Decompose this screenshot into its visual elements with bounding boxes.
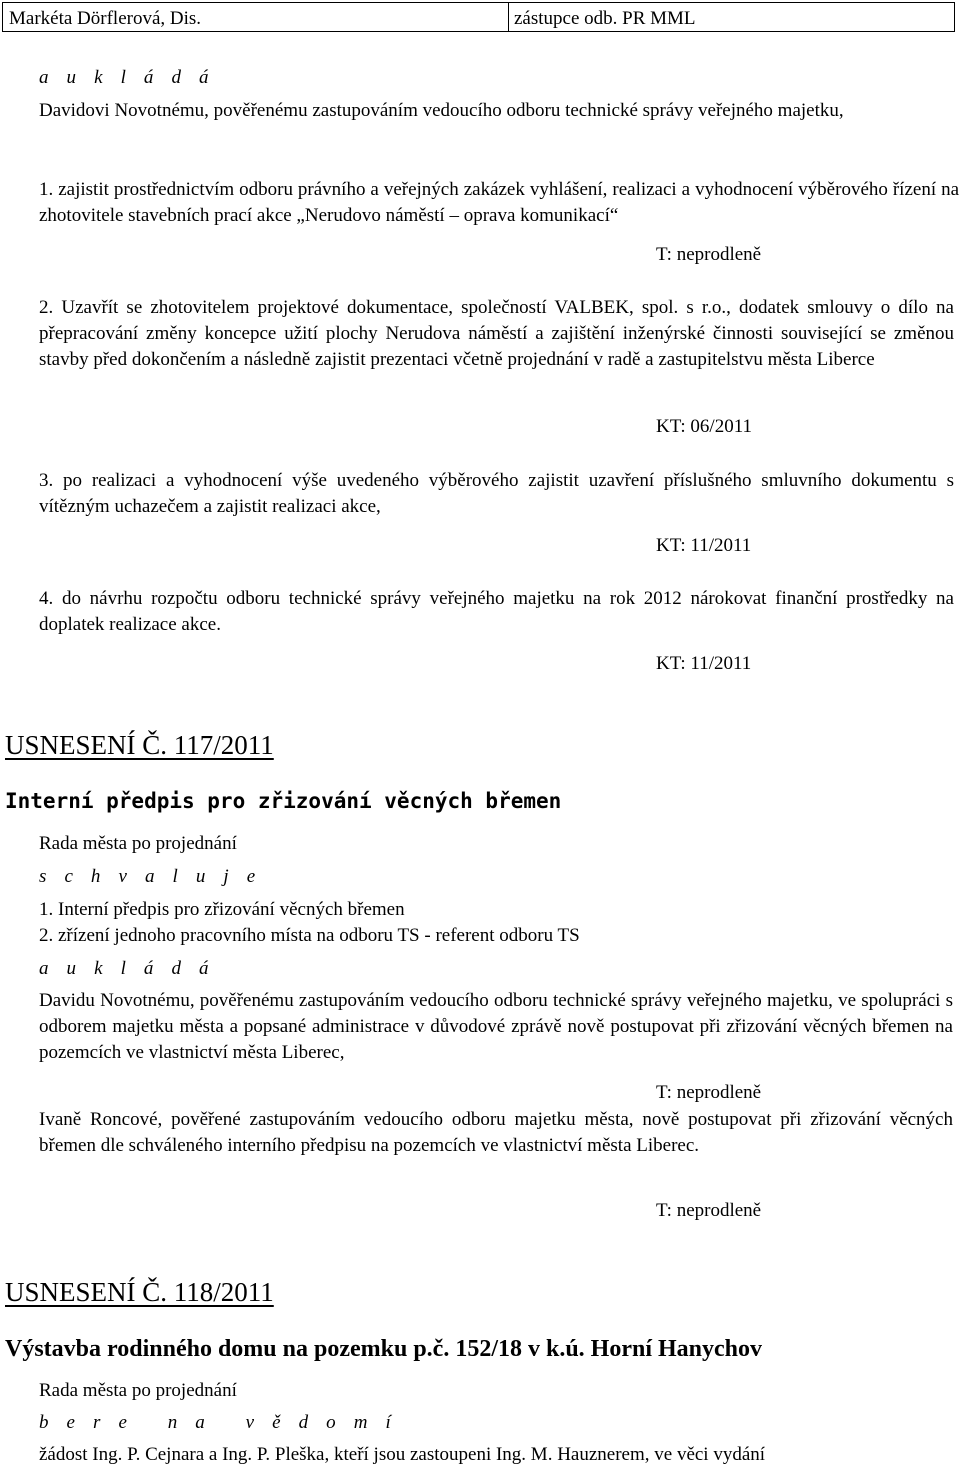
resolution-117-point-1: 1. Interní předpis pro zřizování věcných břemen: [39, 899, 405, 920]
resolution-118-intro: Rada města po projednání: [39, 1380, 237, 1401]
schvaluje-label: s c h v a l u j e: [39, 866, 262, 887]
resolution-117-task-2-term: T: neprodleně: [656, 1200, 762, 1221]
header-role: zástupce odb. PR MML: [514, 8, 696, 29]
item-4: 4. do návrhu rozpočtu odboru technické správy veřejného majetku na rok 2012 nárokovat finanční prostředky na doplatek realizace akce.: [39, 588, 954, 635]
item-1-term: T: neprodleně: [656, 244, 762, 265]
item-3: 3. po realizaci a vyhodnocení výše uvedeného výběrového zajistit uzavření příslušného smluvního dokumentu s vítězným uchazečem a zajistit realizaci akce,: [39, 470, 954, 517]
resolution-118-heading: USNESENÍ Č. 118/2011: [5, 1277, 274, 1307]
header-divider: [508, 3, 509, 31]
bere-na-vedomi-label: b e r e n a v ě d o m í: [39, 1412, 398, 1433]
resolution-117-point-2: 2. zřízení jednoho pracovního místa na odboru TS - referent odboru TS: [39, 925, 580, 946]
item-3-term: KT: 11/2011: [656, 535, 752, 556]
resolution-117-intro: Rada města po projednání: [39, 833, 237, 854]
resolution-117-title: Interní předpis pro zřizování věcných břemen: [5, 789, 562, 813]
item-2: 2. Uzavřít se zhotovitelem projektové dokumentace, společností VALBEK, spol. s r.o., dodatek smlouvy o dílo na přepracování změny koncepce užití plochy Nerudova náměstí a zajištění inženýrské činnosti související se změnou stavby před dokončením a následně zajistit prezentaci včetně projednání v radě a zastupitelstvu města Liberce: [39, 297, 954, 370]
item-2-term: KT: 06/2011: [656, 416, 752, 437]
item-4-term: KT: 11/2011: [656, 653, 752, 674]
resolution-117-task-1: Davidu Novotnému, pověřenému zastupováním vedoucího odboru technické správy veřejného majetku, ve spolupráci s odborem majetku města a popsané administrace v důvodové zprávě nově postupovat při zřizování věcných břemen na pozemcích ve vlastnictví města Liberec,: [39, 990, 953, 1063]
resolution-118-title: Výstavba rodinného domu na pozemku p.č. 152/18 v k.ú. Horní Hanychov: [5, 1336, 763, 1362]
resolution-118-text: žádost Ing. P. Cejnara a Ing. P. Pleška, kteří jsou zastoupeni Ing. M. Hauznerem, ve věci vydání: [39, 1444, 766, 1465]
resolution-117-task-1-term: T: neprodleně: [656, 1082, 762, 1103]
resolution-117-task-2: Ivaně Roncové, pověřené zastupováním vedoucího odboru majetku města, nově postupovat při zřizování věcných břemen dle schváleného interního předpisu na pozemcích ve vlastnictví města Liberec.: [39, 1109, 953, 1156]
item-1: 1. zajistit prostřednictvím odboru právního a veřejných zakázek vyhlášení, realizaci a vyhodnocení výběrového řízení na zhotovitele stavebních prací akce „Nerudovo náměstí – oprava komunikací“: [39, 179, 959, 226]
addressee-text: Davidovi Novotnému, pověřenému zastupováním vedoucího odboru technické správy veřejného majetku,: [39, 100, 844, 121]
header-author: Markéta Dörflerová, Dis.: [9, 8, 202, 29]
resolution-117-heading: USNESENÍ Č. 117/2011: [5, 730, 274, 760]
uklada-label: a u k l á d á: [39, 67, 216, 88]
header-table: [2, 2, 955, 32]
uklada-label-117: a u k l á d á: [39, 958, 216, 979]
